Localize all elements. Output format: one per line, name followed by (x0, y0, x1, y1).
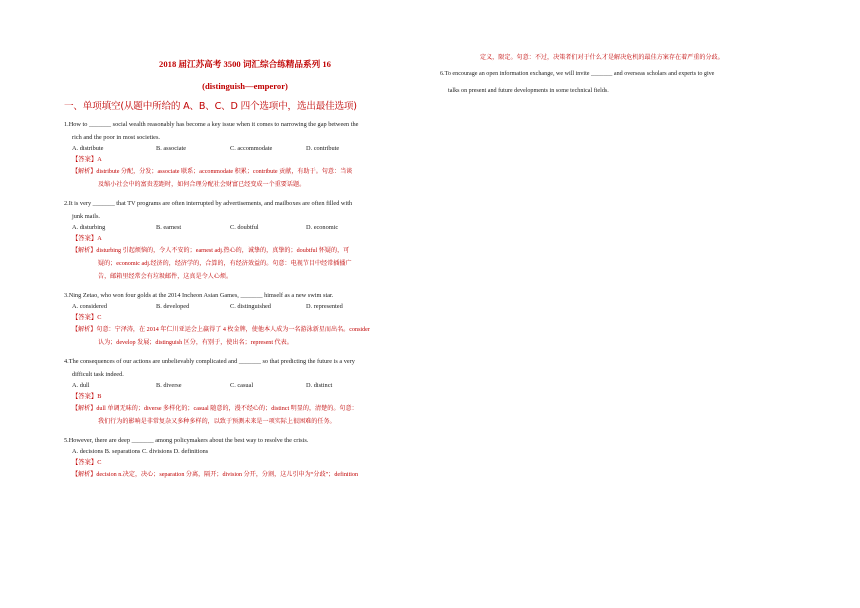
answer: 【答案】A (72, 156, 102, 163)
explanation (64, 403, 426, 429)
question-stem: 1.How to _______ social wealth reasonably has become a key issue when it comes to narrowing the gap between the (64, 121, 359, 128)
question-1 (64, 118, 426, 144)
option-b: B. developed (156, 303, 190, 310)
answer: 【答案】C (72, 314, 102, 321)
question-5-options (64, 447, 426, 457)
explanation-continued: 定义，限定。句意：不过，决策者们对于什么才是解决危机的最佳方案存在着严重的分歧。 (480, 55, 724, 61)
option-d: D. represented (306, 303, 343, 310)
question-4 (64, 355, 426, 381)
option-a: A. distribute (72, 145, 104, 152)
option-b: B. associate (156, 145, 187, 152)
question-4-options (64, 381, 426, 391)
answer: 【答案】C (72, 459, 102, 466)
question-stem-continued: junk mails. (72, 213, 100, 220)
question-stem: 3.Ning Zetao, who won four golds at the 2014 Incheon Asian Games, _______ himself as a new swim star. (64, 292, 334, 299)
explanation-continued: 及缩小社会中的富贵差距时，如何合理分配社会财富已经变成一个重要话题。 (98, 182, 306, 188)
question-6-stem-continued: talks on present and future developments in some technical fields. (448, 88, 609, 94)
explanation-text: 【解析】disturbing 引起烦恼的，令人不安的；earnest adj.热心的，诚挚的，真挚的；doubtful 怀疑的，可 (72, 248, 350, 254)
option-b: B. diverse (156, 382, 182, 389)
question-stem: 5.However, there are deep _______ among policymakers about the best way to resolve the crisis. (64, 437, 309, 444)
option-c: C. accommodate (230, 145, 273, 152)
explanation-continued: 告，邮箱里经常会有垃圾邮件，这真是令人心烦。 (98, 274, 233, 280)
option-c: C. casual (230, 382, 254, 389)
question-6-stem: 6.To encourage an open information exchange, we will invite _______ and overseas scholars and experts to give (440, 71, 715, 77)
left-column (64, 58, 426, 482)
option-d: D. contribute (306, 145, 340, 152)
explanation-text: 【解析】decision n.决定，决心；separation 分离，隔开；division 分开，分割，这儿引申为“分歧”；definition (72, 472, 359, 478)
option-a: A. considered (72, 303, 107, 310)
explanation (64, 166, 426, 192)
option-d: D. distinct (306, 382, 333, 389)
question-stem-continued: difficult task indeed. (72, 371, 124, 378)
explanation-continued: 认为；develop 发展；distinguish 区分，有别于，使出名；represent 代表。 (98, 340, 293, 346)
option-c: C. distinguished (230, 303, 271, 310)
question-5 (64, 434, 426, 447)
explanation-continued: 我们行为的影响是非常复杂又多种多样的，以致于预测未来是一项实际上很困难的任务。 (98, 419, 336, 425)
question-2 (64, 197, 426, 223)
options-line: A. decisions B. separations C. divisions D. definitions (72, 448, 209, 455)
explanation (64, 245, 426, 284)
question-stem-continued: rich and the poor in most societies. (72, 134, 160, 141)
document-subtitle: (distinguish—emperor) (202, 81, 288, 91)
document-title: 2018 届江苏高考 3500 词汇综合练精品系列 16 (159, 59, 331, 69)
explanation (64, 469, 426, 482)
section-heading: 一、单项填空(从题中所给的 A、B、C、D 四个选项中，选出最佳选项) (64, 101, 357, 112)
right-column (440, 52, 810, 98)
explanation-continued: 疑的；economic adj.经济的，经济学的，合算的，有经济效益的。句意：电视节目中经常插播广 (98, 261, 352, 267)
option-b: B. earnest (156, 224, 182, 231)
option-c: C. doubtful (230, 224, 259, 231)
question-3 (64, 289, 426, 302)
option-a: A. dull (72, 382, 90, 389)
answer: 【答案】B (72, 393, 102, 400)
question-2-options (64, 223, 426, 233)
question-stem: 4.The consequences of our actions are unbelievably complicated and _______ so that predicting the future is a very (64, 358, 355, 365)
explanation (64, 324, 426, 350)
answer: 【答案】A (72, 235, 102, 242)
explanation-text: 【解析】dull 单调无味的；diverse 多样化的；casual 随意的，漫不经心的；distinct 明显的，清楚的。句意： (72, 406, 358, 412)
option-d: D. economic (306, 224, 339, 231)
explanation-text: 【解析】distribute 分配，分发；associate 联系；accommodate 积累；contribute 贡献，有助于。句意：当谈 (72, 169, 353, 175)
explanation-text: 【解析】句意：宁泽涛，在 2014 年仁川亚运会上赢得了 4 枚金牌，使他本人成为一名游泳新星而出名。consider (72, 327, 370, 333)
option-a: A. disturbing (72, 224, 106, 231)
question-stem: 2.It is very _______ that TV programs are often interrupted by advertisements, and mailboxes are often filled with (64, 200, 353, 207)
question-1-options (64, 144, 426, 154)
question-3-options (64, 302, 426, 312)
